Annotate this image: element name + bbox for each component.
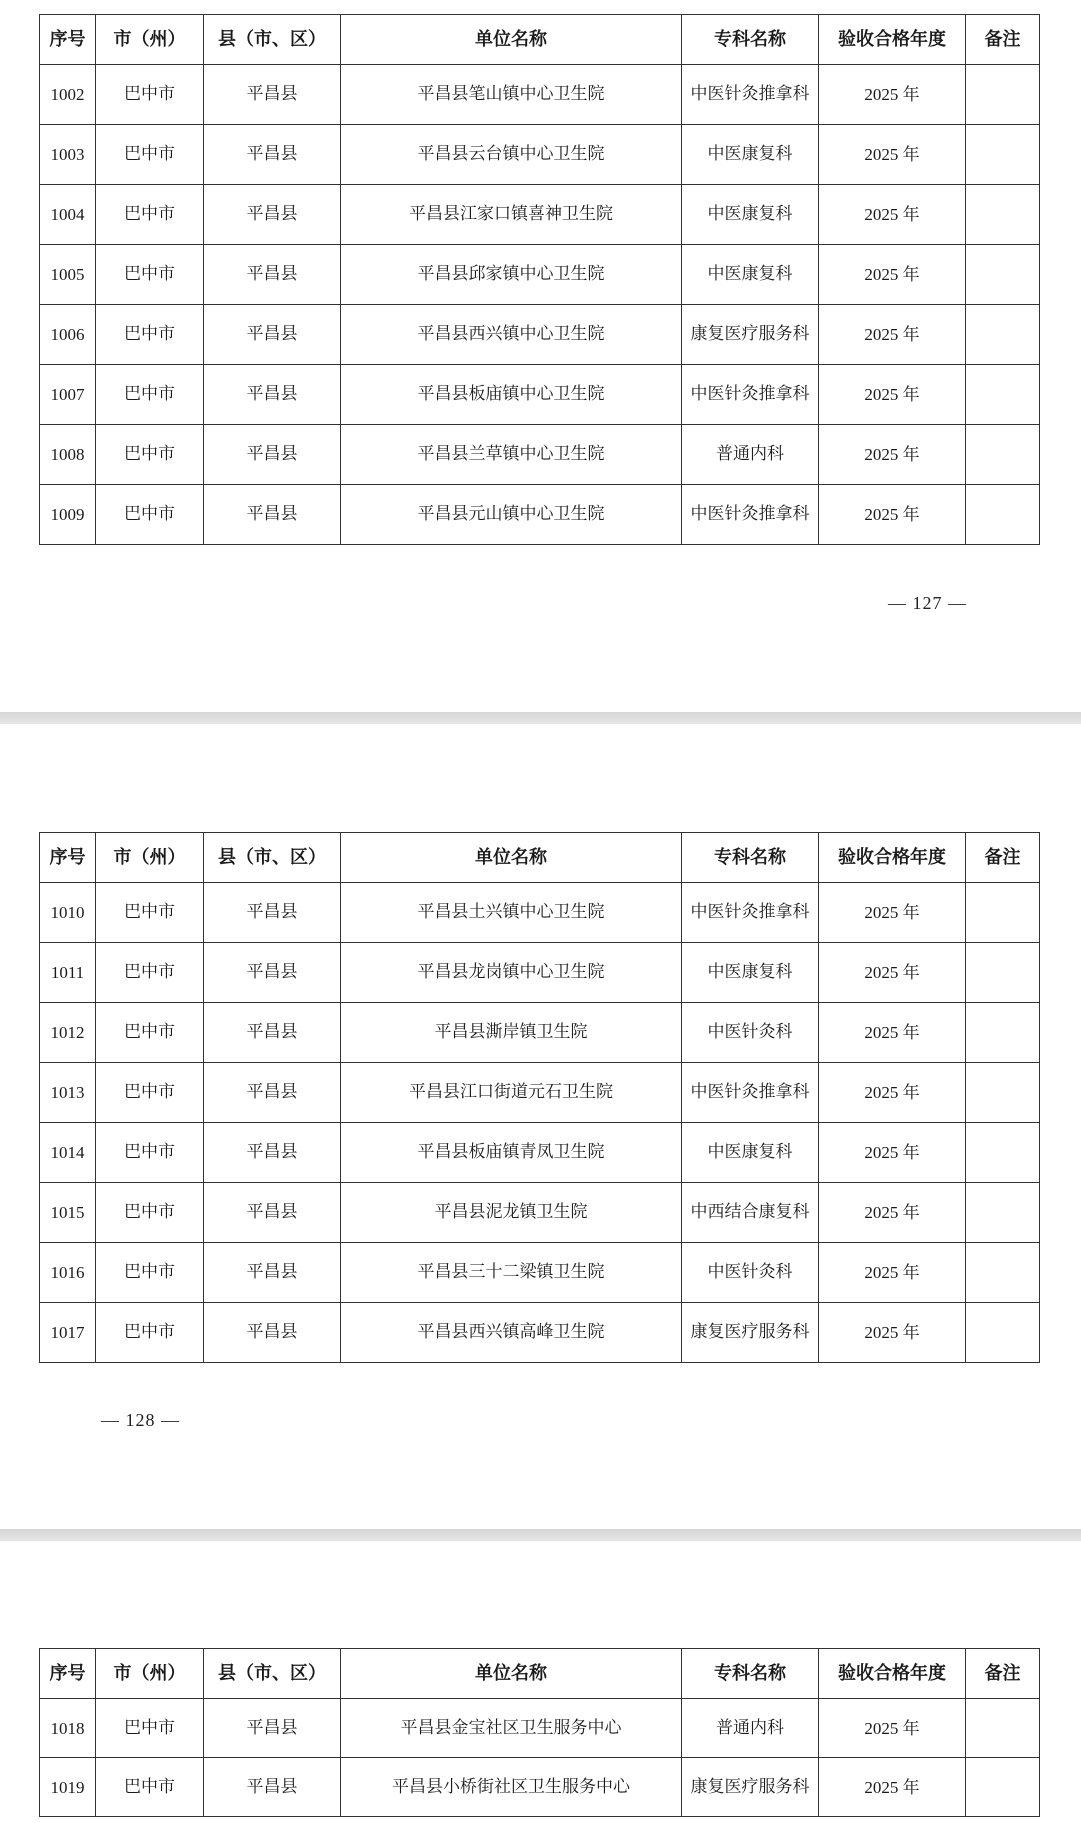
table-body xyxy=(40,1699,1040,1817)
cell-year: 2025 年 xyxy=(819,185,966,245)
table-row xyxy=(40,943,1040,1003)
cell-unit-name: 平昌县板庙镇青凤卫生院 xyxy=(341,1123,682,1183)
document-page-129 xyxy=(0,1541,1081,1823)
cell-specialty: 中医针灸推拿科 xyxy=(682,1063,819,1123)
table-body xyxy=(40,65,1040,545)
cell-note xyxy=(966,943,1040,1003)
header-unit-name: 单位名称 xyxy=(341,15,682,65)
cell-specialty: 中医康复科 xyxy=(682,185,819,245)
cell-unit-name: 平昌县三十二梁镇卫生院 xyxy=(341,1243,682,1303)
cell-county: 平昌县 xyxy=(204,245,341,305)
cell-city: 巴中市 xyxy=(96,883,204,943)
cell-note xyxy=(966,1063,1040,1123)
page-separator xyxy=(0,1529,1081,1541)
cell-note xyxy=(966,1003,1040,1063)
table-row xyxy=(40,1758,1040,1817)
cell-specialty: 中医针灸推拿科 xyxy=(682,65,819,125)
header-year: 验收合格年度 xyxy=(819,833,966,883)
cell-serial-no: 1007 xyxy=(40,365,96,425)
cell-unit-name: 平昌县云台镇中心卫生院 xyxy=(341,125,682,185)
cell-specialty: 中医针灸推拿科 xyxy=(682,485,819,545)
cell-city: 巴中市 xyxy=(96,1063,204,1123)
cell-city: 巴中市 xyxy=(96,425,204,485)
cell-unit-name: 平昌县笔山镇中心卫生院 xyxy=(341,65,682,125)
cell-serial-no: 1016 xyxy=(40,1243,96,1303)
cell-serial-no: 1011 xyxy=(40,943,96,1003)
cell-county: 平昌县 xyxy=(204,943,341,1003)
cell-year: 2025 年 xyxy=(819,245,966,305)
cell-unit-name: 平昌县元山镇中心卫生院 xyxy=(341,485,682,545)
table-row xyxy=(40,185,1040,245)
cell-serial-no: 1006 xyxy=(40,305,96,365)
table-row xyxy=(40,1243,1040,1303)
cell-city: 巴中市 xyxy=(96,943,204,1003)
cell-city: 巴中市 xyxy=(96,1303,204,1363)
cell-year: 2025 年 xyxy=(819,365,966,425)
cell-county: 平昌县 xyxy=(204,425,341,485)
header-serial-no: 序号 xyxy=(40,833,96,883)
table-row xyxy=(40,65,1040,125)
cell-city: 巴中市 xyxy=(96,125,204,185)
cell-specialty: 中医针灸科 xyxy=(682,1243,819,1303)
header-unit-name: 单位名称 xyxy=(341,1649,682,1699)
cell-city: 巴中市 xyxy=(96,365,204,425)
cell-serial-no: 1012 xyxy=(40,1003,96,1063)
cell-serial-no: 1018 xyxy=(40,1699,96,1758)
cell-serial-no: 1009 xyxy=(40,485,96,545)
cell-note xyxy=(966,305,1040,365)
table-row xyxy=(40,305,1040,365)
cell-unit-name: 平昌县澌岸镇卫生院 xyxy=(341,1003,682,1063)
cell-city: 巴中市 xyxy=(96,65,204,125)
cell-county: 平昌县 xyxy=(204,1699,341,1758)
header-city: 市（州） xyxy=(96,833,204,883)
cell-serial-no: 1019 xyxy=(40,1758,96,1817)
cell-specialty: 普通内科 xyxy=(682,425,819,485)
cell-county: 平昌县 xyxy=(204,1243,341,1303)
table-row xyxy=(40,125,1040,185)
cell-city: 巴中市 xyxy=(96,1699,204,1758)
cell-year: 2025 年 xyxy=(819,65,966,125)
cell-note xyxy=(966,1243,1040,1303)
header-year: 验收合格年度 xyxy=(819,15,966,65)
table-row xyxy=(40,1303,1040,1363)
document-page-128 xyxy=(0,724,1081,1529)
table-row xyxy=(40,485,1040,545)
cell-specialty: 中医针灸推拿科 xyxy=(682,883,819,943)
cell-county: 平昌县 xyxy=(204,125,341,185)
cell-county: 平昌县 xyxy=(204,185,341,245)
cell-city: 巴中市 xyxy=(96,245,204,305)
cell-year: 2025 年 xyxy=(819,1063,966,1123)
cell-unit-name: 平昌县龙岗镇中心卫生院 xyxy=(341,943,682,1003)
cell-serial-no: 1013 xyxy=(40,1063,96,1123)
cell-serial-no: 1010 xyxy=(40,883,96,943)
header-specialty: 专科名称 xyxy=(682,833,819,883)
cell-note xyxy=(966,425,1040,485)
cell-note xyxy=(966,125,1040,185)
cell-year: 2025 年 xyxy=(819,305,966,365)
cell-note xyxy=(966,245,1040,305)
cell-specialty: 中医康复科 xyxy=(682,1123,819,1183)
cell-serial-no: 1005 xyxy=(40,245,96,305)
cell-note xyxy=(966,365,1040,425)
table-header xyxy=(40,15,1040,65)
table-row xyxy=(40,883,1040,943)
cell-unit-name: 平昌县江口街道元石卫生院 xyxy=(341,1063,682,1123)
cell-specialty: 康复医疗服务科 xyxy=(682,305,819,365)
cell-city: 巴中市 xyxy=(96,485,204,545)
cell-county: 平昌县 xyxy=(204,883,341,943)
cell-year: 2025 年 xyxy=(819,1183,966,1243)
cell-year: 2025 年 xyxy=(819,1699,966,1758)
cell-county: 平昌县 xyxy=(204,1758,341,1817)
cell-serial-no: 1014 xyxy=(40,1123,96,1183)
cell-note xyxy=(966,1699,1040,1758)
header-year: 验收合格年度 xyxy=(819,1649,966,1699)
table-row xyxy=(40,1123,1040,1183)
cell-county: 平昌县 xyxy=(204,1003,341,1063)
header-note: 备注 xyxy=(966,1649,1040,1699)
cell-city: 巴中市 xyxy=(96,1758,204,1817)
page-number: — 128 — xyxy=(101,1410,180,1430)
table-header xyxy=(40,1649,1040,1699)
cell-specialty: 中医针灸推拿科 xyxy=(682,365,819,425)
header-county: 县（市、区） xyxy=(204,15,341,65)
cell-county: 平昌县 xyxy=(204,1183,341,1243)
table-row xyxy=(40,1063,1040,1123)
cell-city: 巴中市 xyxy=(96,1243,204,1303)
cell-serial-no: 1004 xyxy=(40,185,96,245)
cell-year: 2025 年 xyxy=(819,425,966,485)
cell-year: 2025 年 xyxy=(819,125,966,185)
cell-unit-name: 平昌县小桥街社区卫生服务中心 xyxy=(341,1758,682,1817)
hospital-table xyxy=(39,832,1040,1363)
cell-serial-no: 1008 xyxy=(40,425,96,485)
cell-note xyxy=(966,185,1040,245)
cell-specialty: 中医针灸科 xyxy=(682,1003,819,1063)
cell-unit-name: 平昌县江家口镇喜神卫生院 xyxy=(341,185,682,245)
header-unit-name: 单位名称 xyxy=(341,833,682,883)
cell-specialty: 康复医疗服务科 xyxy=(682,1758,819,1817)
cell-year: 2025 年 xyxy=(819,1243,966,1303)
header-note: 备注 xyxy=(966,15,1040,65)
table-row xyxy=(40,245,1040,305)
cell-county: 平昌县 xyxy=(204,365,341,425)
header-county: 县（市、区） xyxy=(204,833,341,883)
cell-specialty: 中西结合康复科 xyxy=(682,1183,819,1243)
cell-county: 平昌县 xyxy=(204,1063,341,1123)
cell-county: 平昌县 xyxy=(204,65,341,125)
table-row xyxy=(40,1699,1040,1758)
cell-serial-no: 1017 xyxy=(40,1303,96,1363)
cell-city: 巴中市 xyxy=(96,1003,204,1063)
cell-year: 2025 年 xyxy=(819,485,966,545)
header-specialty: 专科名称 xyxy=(682,15,819,65)
cell-county: 平昌县 xyxy=(204,1123,341,1183)
cell-specialty: 普通内科 xyxy=(682,1699,819,1758)
cell-unit-name: 平昌县西兴镇高峰卫生院 xyxy=(341,1303,682,1363)
cell-unit-name: 平昌县土兴镇中心卫生院 xyxy=(341,883,682,943)
cell-note xyxy=(966,485,1040,545)
cell-serial-no: 1003 xyxy=(40,125,96,185)
table-header xyxy=(40,833,1040,883)
cell-serial-no: 1002 xyxy=(40,65,96,125)
cell-specialty: 中医康复科 xyxy=(682,125,819,185)
cell-county: 平昌县 xyxy=(204,305,341,365)
cell-city: 巴中市 xyxy=(96,1183,204,1243)
cell-year: 2025 年 xyxy=(819,1003,966,1063)
cell-unit-name: 平昌县板庙镇中心卫生院 xyxy=(341,365,682,425)
header-city: 市（州） xyxy=(96,15,204,65)
cell-county: 平昌县 xyxy=(204,1303,341,1363)
hospital-table xyxy=(39,1648,1040,1817)
header-row xyxy=(40,833,1040,883)
hospital-table xyxy=(39,14,1040,545)
cell-unit-name: 平昌县金宝社区卫生服务中心 xyxy=(341,1699,682,1758)
page-separator xyxy=(0,712,1081,724)
header-specialty: 专科名称 xyxy=(682,1649,819,1699)
cell-year: 2025 年 xyxy=(819,1758,966,1817)
header-serial-no: 序号 xyxy=(40,1649,96,1699)
table-body xyxy=(40,883,1040,1363)
cell-year: 2025 年 xyxy=(819,943,966,1003)
document-page-127 xyxy=(0,0,1081,712)
cell-unit-name: 平昌县兰草镇中心卫生院 xyxy=(341,425,682,485)
header-county: 县（市、区） xyxy=(204,1649,341,1699)
cell-year: 2025 年 xyxy=(819,1303,966,1363)
cell-note xyxy=(966,1123,1040,1183)
cell-note xyxy=(966,65,1040,125)
cell-city: 巴中市 xyxy=(96,185,204,245)
header-row xyxy=(40,15,1040,65)
table-row xyxy=(40,425,1040,485)
cell-note xyxy=(966,1303,1040,1363)
table-row xyxy=(40,1183,1040,1243)
table-row xyxy=(40,365,1040,425)
cell-note xyxy=(966,1183,1040,1243)
header-serial-no: 序号 xyxy=(40,15,96,65)
cell-specialty: 中医康复科 xyxy=(682,245,819,305)
cell-serial-no: 1015 xyxy=(40,1183,96,1243)
cell-note xyxy=(966,883,1040,943)
cell-specialty: 康复医疗服务科 xyxy=(682,1303,819,1363)
page-number: — 127 — xyxy=(888,593,967,613)
cell-year: 2025 年 xyxy=(819,1123,966,1183)
cell-unit-name: 平昌县泥龙镇卫生院 xyxy=(341,1183,682,1243)
header-note: 备注 xyxy=(966,833,1040,883)
cell-city: 巴中市 xyxy=(96,305,204,365)
cell-note xyxy=(966,1758,1040,1817)
header-row xyxy=(40,1649,1040,1699)
cell-county: 平昌县 xyxy=(204,485,341,545)
cell-city: 巴中市 xyxy=(96,1123,204,1183)
cell-specialty: 中医康复科 xyxy=(682,943,819,1003)
cell-year: 2025 年 xyxy=(819,883,966,943)
cell-unit-name: 平昌县西兴镇中心卫生院 xyxy=(341,305,682,365)
cell-unit-name: 平昌县邱家镇中心卫生院 xyxy=(341,245,682,305)
table-row xyxy=(40,1003,1040,1063)
header-city: 市（州） xyxy=(96,1649,204,1699)
